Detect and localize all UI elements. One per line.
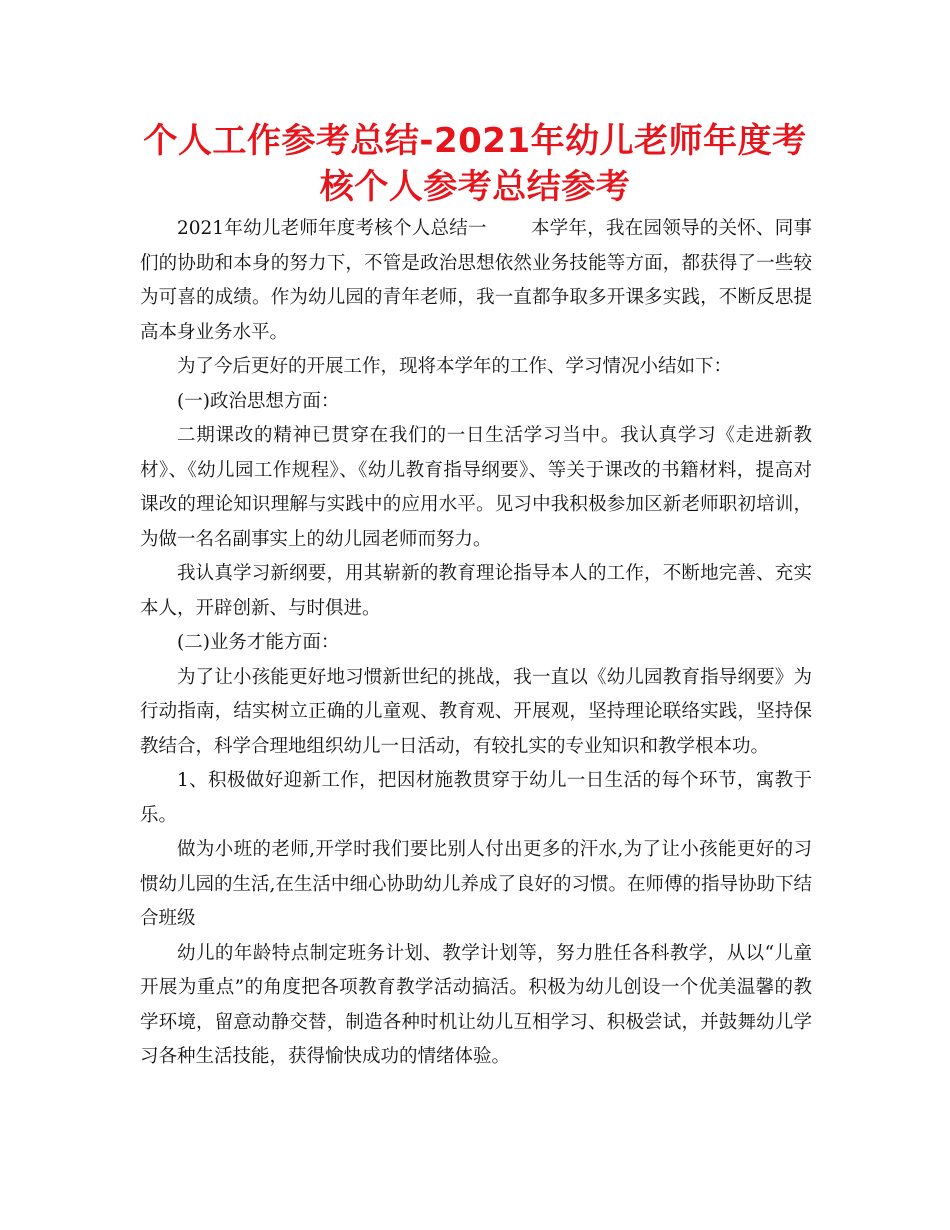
paragraph: 二期课改的精神已贯穿在我们的一日生活学习当中。我认真学习《走进新教材》、《幼儿园工作规程》、《幼儿教育指导纲要》、等关于课改的书籍材料，提高对课改的理论知识理解与实践中的应用水平。见习中我积极参加区新老师职初培训，为做一名名副事实上的幼儿园老师而努力。 <box>140 425 812 550</box>
paragraph: 为了让小孩能更好地习惯新世纪的挑战，我一直以《幼儿园教育指导纲要》为行动指南，结实树立正确的儿童观、教育观、开展观，坚持理论联络实践，坚持保教结合，科学合理地组织幼儿一日活动，有较扎实的专业知识和教学根本功。 <box>140 666 812 757</box>
paragraph-intro <box>140 212 812 350</box>
document-body <box>140 212 812 1075</box>
paragraph-lead: 2021年幼儿老师年度考核个人总结一 <box>177 218 487 239</box>
paragraph: 为了今后更好的开展工作，现将本学年的工作、学习情况小结如下： <box>177 356 733 377</box>
paragraph: 我认真学习新纲要，用其崭新的教育理论指导本人的工作，不断地完善、充实本人，开辟创新、与时俱进。 <box>140 563 812 619</box>
section-heading: (一)政治思想方面： <box>177 390 340 412</box>
section-heading: (二)业务才能方面： <box>177 632 340 653</box>
paragraph: 做为小班的老师,开学时我们要比别人付出更多的汗水,为了让小孩能更好的习惯幼儿园的生活,在生活中细心协助幼儿养成了良好的习惯。在师傅的指导协助下结合班级 <box>140 839 812 929</box>
document-title: 个人工作参考总结-2021年幼儿老师年度考核个人参考总结参考 <box>143 121 807 207</box>
paragraph: 1、积极做好迎新工作，把因材施教贯穿于幼儿一日生活的每个环节，寓教于乐。 <box>140 770 812 826</box>
paragraph-text: 本学年，我在园领导的关怀、同事们的协助和本身的努力下，不管是政治思想依然业务技能等方面，都获得了一些较为可喜的成绩。作为幼儿园的青年老师，我一直都争取多开课多实践，不断反思提高本身业务水平。 <box>140 218 812 343</box>
paragraph: 幼儿的年龄特点制定班务计划、教学计划等，努力胜任各科教学，从以“儿童开展为重点”的角度把各项教育教学活动搞活。积极为幼儿创设一个优美温馨的教学环境，留意动静交替，制造各种时机让幼儿互相学习、积极尝试，并鼓舞幼儿学习各种生活技能，获得愉快成功的情绪体验。 <box>140 942 812 1067</box>
